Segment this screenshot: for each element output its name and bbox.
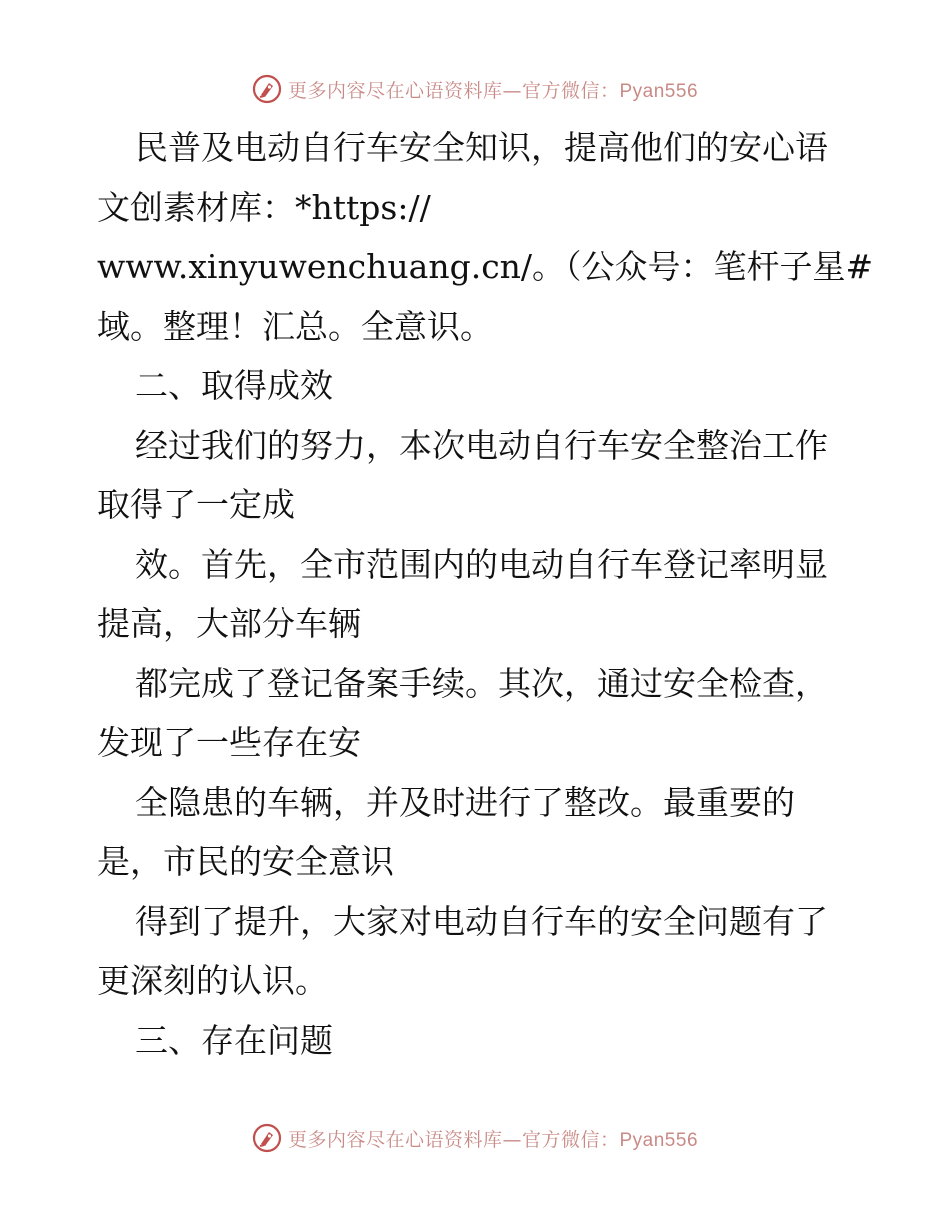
paragraph-line: 发现了一些存在安 (97, 723, 361, 762)
pen-nib-logo-icon (252, 1123, 282, 1153)
section-heading: 三、存在问题 (135, 1020, 333, 1060)
pen-nib-logo-icon (252, 74, 282, 104)
watermark-wechat-id: Pyan556 (619, 1129, 699, 1151)
watermark-label: 更多内容尽在心语资料库—官方微信： (287, 1128, 620, 1151)
paragraph-line: 取得了一定成 (97, 485, 295, 524)
paragraph-line: www.xinyuwenchuang.cn/。（公众号：笔杆子星# (97, 247, 874, 286)
paragraph-line: 提高，大部分车辆 (97, 604, 361, 643)
paragraph-line: 更深刻的认识。 (97, 961, 328, 1000)
watermark-wechat-id: Pyan556 (619, 80, 699, 102)
paragraph-line: 经过我们的努力，本次电动自行车安全整治工作 (135, 425, 828, 465)
watermark-label: 更多内容尽在心语资料库—官方微信： (287, 79, 620, 102)
paragraph-line: 民普及电动自行车安全知识，提高他们的安心语 (135, 128, 828, 167)
paragraph-line: 域。整理！汇总。全意识。 (97, 306, 493, 346)
watermark-text (288, 1125, 698, 1152)
paragraph-line: 都完成了登记备案手续。其次，通过安全检查， (135, 663, 828, 703)
paragraph-line: 文创素材库：*https:// (97, 187, 431, 227)
paragraph-line: 全隐患的车辆，并及时进行了整改。最重要的 (135, 782, 795, 822)
paragraph-line: 得到了提升，大家对电动自行车的安全问题有了 (135, 901, 828, 941)
document-body (97, 118, 874, 1070)
watermark-text (288, 76, 698, 103)
section-heading: 二、取得成效 (135, 366, 333, 405)
footer-watermark (0, 1123, 950, 1153)
header-watermark (0, 74, 950, 104)
paragraph-line: 效。首先，全市范围内的电动自行车登记率明显 (135, 544, 828, 584)
paragraph-line: 是，市民的安全意识 (97, 842, 394, 881)
